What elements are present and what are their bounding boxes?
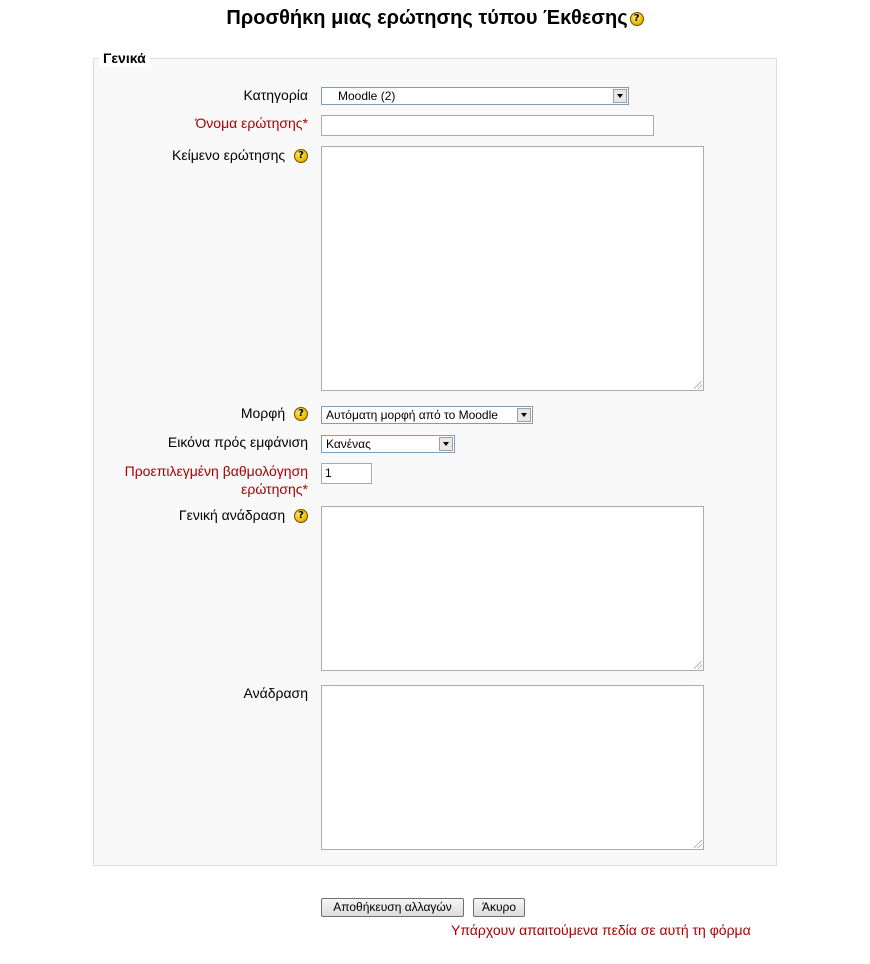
question-text-textarea[interactable]: [321, 146, 704, 391]
general-feedback-label-text: Γενική ανάδραση: [178, 507, 286, 523]
image-select-value: Κανένας: [326, 437, 371, 451]
question-text-label: [172, 146, 308, 164]
feedback-textarea[interactable]: [321, 685, 704, 850]
fieldset-legend: Γενικά: [99, 49, 150, 67]
feedback-label: [244, 684, 308, 702]
default-grade-label-line1: Προεπιλεγμένη βαθμολόγηση: [124, 463, 308, 479]
question-name-label: [195, 114, 308, 132]
chevron-down-icon[interactable]: [439, 437, 453, 451]
help-icon[interactable]: ?: [294, 509, 308, 523]
default-grade-label-line2: ερώτησης*: [241, 481, 308, 497]
question-name-label-text: Όνομα ερώτησης*: [195, 115, 308, 131]
default-grade-label: [125, 462, 308, 498]
category-select[interactable]: [321, 87, 629, 105]
resize-grip-icon[interactable]: [694, 661, 702, 669]
general-feedback-label: [179, 506, 308, 524]
resize-grip-icon[interactable]: [694, 381, 702, 389]
feedback-label-text: Ανάδραση: [243, 685, 308, 701]
page-title-text: Προσθήκη μιας ερώτησης τύπου Έκθεσης: [226, 7, 628, 29]
chevron-down-icon[interactable]: [613, 89, 627, 103]
page-title: [0, 4, 870, 32]
format-select[interactable]: [321, 406, 533, 424]
format-select-value: Αυτόματη μορφή από το Moodle: [326, 408, 498, 422]
format-label: [241, 404, 308, 422]
format-label-text: Μορφή: [240, 405, 286, 421]
category-select-value: Moodle (2): [338, 89, 396, 103]
help-icon[interactable]: ?: [294, 407, 308, 421]
resize-grip-icon[interactable]: [694, 840, 702, 848]
image-select[interactable]: [321, 435, 455, 453]
cancel-button[interactable]: Άκυρο: [473, 898, 525, 917]
default-grade-input[interactable]: 1: [321, 463, 372, 484]
category-label: [243, 86, 308, 104]
chevron-down-icon[interactable]: [517, 408, 531, 422]
required-fields-note: Υπάρχουν απαιτούμενα πεδία σε αυτή τη φόρμα: [451, 922, 751, 938]
save-changes-button[interactable]: Αποθήκευση αλλαγών: [321, 898, 464, 917]
general-feedback-textarea[interactable]: [321, 506, 704, 671]
question-text-label-text: Κείμενο ερώτησης: [172, 147, 286, 163]
image-label-text: Εικόνα πρός εμφάνιση: [167, 434, 308, 450]
category-label-text: Κατηγορία: [243, 87, 308, 103]
help-icon[interactable]: ?: [630, 12, 644, 26]
help-icon[interactable]: ?: [294, 149, 308, 163]
image-label: [168, 433, 308, 451]
question-name-input[interactable]: [321, 115, 654, 136]
